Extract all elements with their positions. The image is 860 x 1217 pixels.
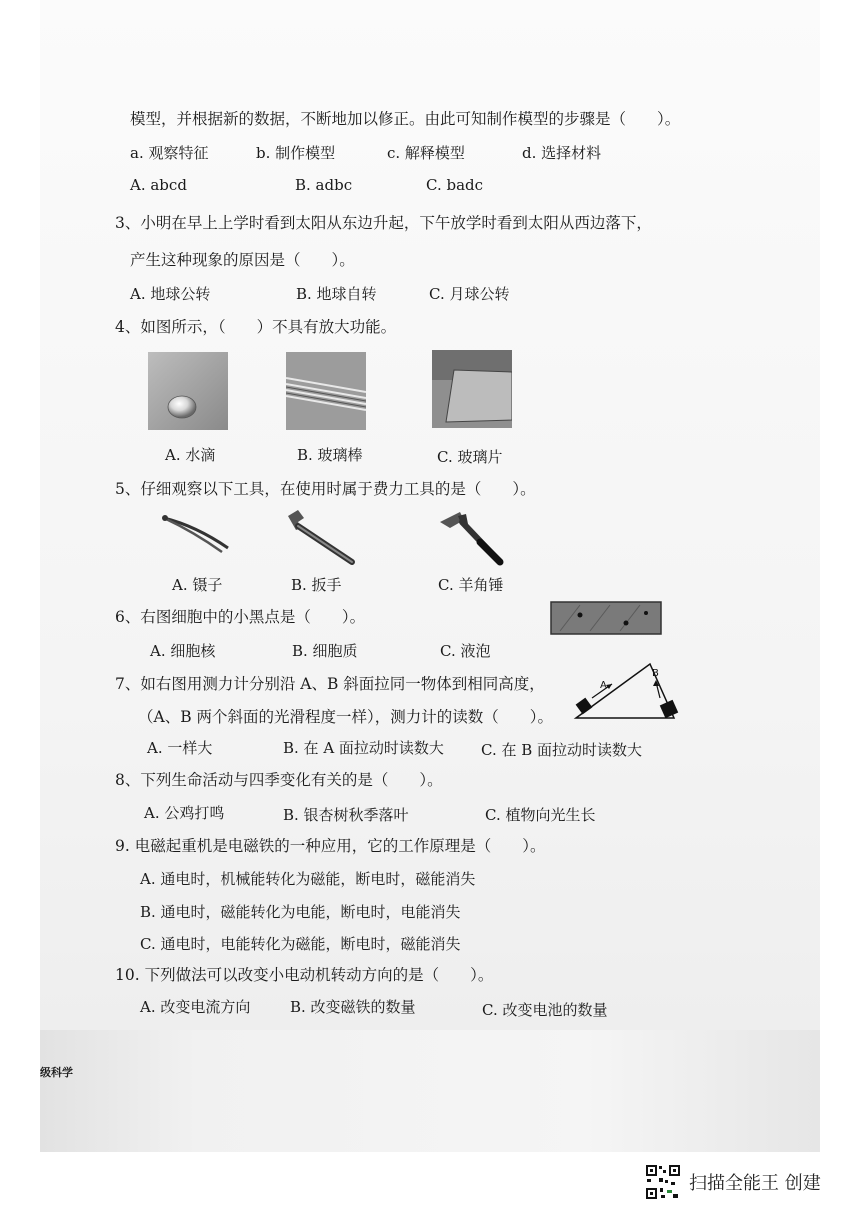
q5-option-a: A. 镊子	[172, 576, 223, 594]
q7-option-b: B. 在 A 面拉动时读数大	[283, 739, 444, 757]
glass-sheet-image	[432, 350, 512, 428]
q3-option-c: C. 月球公转	[429, 285, 510, 303]
subject-label: 级科学	[40, 1066, 73, 1079]
paper-shadow	[40, 1030, 820, 1152]
q3-text: 3、小明在早上上学时看到太阳从东边升起，下午放学时看到太阳从西边落下，	[115, 214, 652, 232]
q10-option-a: A. 改变电流方向	[140, 998, 251, 1016]
q7-option-c: C. 在 B 面拉动时读数大	[481, 741, 643, 759]
q9-option-c: C. 通电时，电能转化为磁能，断电时，磁能消失	[140, 935, 461, 953]
q8-option-b: B. 银杏树秋季落叶	[283, 806, 409, 824]
q2-option-c: c. 解释模型	[387, 144, 465, 162]
q2-text: 模型，并根据新的数据，不断地加以修正。由此可知制作模型的步骤是（ ）。	[130, 110, 681, 128]
q8-text: 8、下列生命活动与四季变化有关的是（ ）。	[115, 771, 443, 789]
q4-option-b: B. 玻璃棒	[297, 446, 363, 464]
q3-text-2: 产生这种现象的原因是（ ）。	[130, 251, 355, 269]
tweezers-image	[160, 512, 232, 554]
q4-option-a: A. 水滴	[165, 446, 216, 464]
q7-text-2: （A、B 两个斜面的光滑程度一样），测力计的读数（ ）。	[138, 708, 554, 726]
scanner-watermark	[645, 1164, 821, 1200]
incline-label-a: A	[600, 680, 607, 691]
q6-text: 6、右图细胞中的小黑点是（ ）。	[115, 608, 366, 626]
hammer-image	[436, 508, 506, 568]
q9-option-a: A. 通电时，机械能转化为磁能，断电时，磁能消失	[140, 870, 476, 888]
q5-option-c: C. 羊角锤	[438, 576, 504, 594]
cell-image	[550, 601, 662, 635]
incline-label-b: B	[652, 668, 659, 679]
q9-option-b: B. 通电时，磁能转化为电能，断电时，电能消失	[140, 903, 461, 921]
q3-option-b: B. 地球自转	[296, 285, 377, 303]
q10-text: 10. 下列做法可以改变小电动机转动方向的是（ ）。	[115, 966, 494, 984]
q2-answer-b: B. adbc	[295, 176, 353, 194]
q10-option-b: B. 改变磁铁的数量	[290, 998, 416, 1016]
q2-option-d: d. 选择材料	[522, 144, 602, 162]
incline-diagram	[566, 660, 688, 722]
watermark-text: 扫描全能王 创建	[689, 1173, 821, 1194]
q2-option-b: b. 制作模型	[256, 144, 336, 162]
q10-option-c: C. 改变电池的数量	[482, 1001, 608, 1019]
q7-option-a: A. 一样大	[147, 739, 213, 757]
glass-rod-image	[286, 352, 366, 430]
q6-option-b: B. 细胞质	[292, 642, 358, 660]
q2-option-a: a. 观察特征	[130, 144, 209, 162]
q8-option-a: A. 公鸡打鸣	[144, 804, 225, 822]
q5-option-b: B. 扳手	[291, 576, 342, 594]
q7-text: 7、如右图用测力计分别沿 A、B 斜面拉同一物体到相同高度，	[115, 675, 545, 693]
q6-option-c: C. 液泡	[440, 642, 491, 660]
q6-option-a: A. 细胞核	[150, 642, 216, 660]
water-drop-image	[148, 352, 228, 430]
q4-text: 4、如图所示，（ ）不具有放大功能。	[115, 318, 397, 336]
q2-answer-c: C. badc	[426, 176, 484, 194]
q3-option-a: A. 地球公转	[130, 285, 211, 303]
wrench-image	[282, 508, 360, 570]
qr-code-icon	[645, 1164, 681, 1200]
q2-answer-a: A. abcd	[130, 176, 187, 194]
q9-text: 9. 电磁起重机是电磁铁的一种应用，它的工作原理是（ ）。	[115, 837, 546, 855]
q5-text: 5、仔细观察以下工具，在使用时属于费力工具的是（ ）。	[115, 480, 536, 498]
q4-option-c: C. 玻璃片	[437, 448, 503, 466]
q8-option-c: C. 植物向光生长	[485, 806, 596, 824]
